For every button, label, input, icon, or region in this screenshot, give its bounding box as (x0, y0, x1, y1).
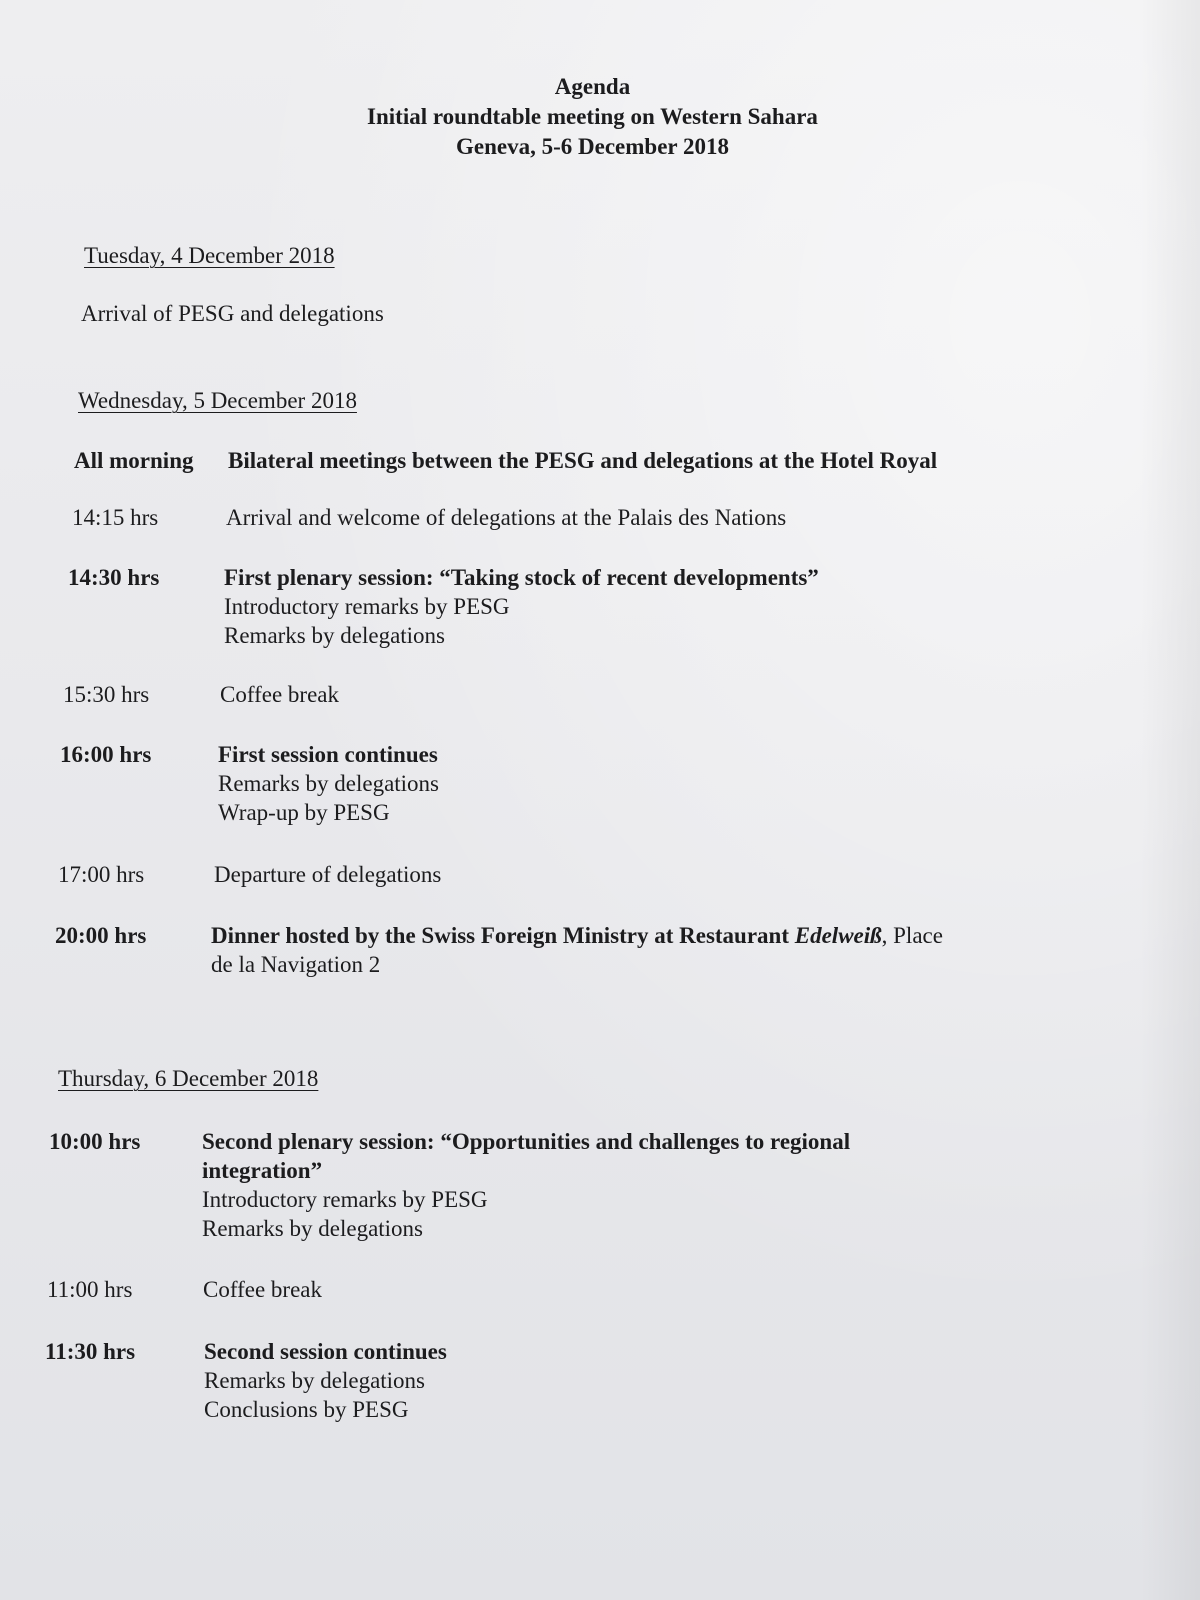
item-description (228, 446, 937, 475)
meeting-location-date: Geneva, 5-6 December 2018 (456, 134, 729, 159)
item-description (202, 1127, 850, 1243)
item-title: Coffee break (220, 682, 339, 707)
day-heading-tuesday: Tuesday, 4 December 2018 (84, 243, 335, 268)
item-description (211, 921, 943, 979)
agenda-title: Agenda (554, 74, 631, 99)
item-subline: Remarks by delegations (218, 771, 440, 796)
item-subline: Remarks by delegations (202, 1216, 424, 1241)
item-title: Coffee break (203, 1277, 322, 1302)
item-time: 11:30 hrs (45, 1339, 136, 1364)
item-time: 16:00 hrs (60, 742, 152, 767)
item-time: 14:15 hrs (72, 505, 159, 530)
item-subline: Wrap-up by PESG (218, 800, 390, 825)
item-description (203, 1275, 322, 1304)
item-title-main: Dinner hosted by the Swiss Foreign Ministry at Restaurant (211, 923, 795, 948)
item-description (224, 563, 819, 650)
item-title: Second session continues (204, 1339, 447, 1364)
day-heading-wednesday: Wednesday, 5 December 2018 (78, 388, 357, 413)
item-title: Second plenary session: “Opportunities and challenges to regional (202, 1129, 851, 1154)
item-description (226, 503, 786, 532)
item-time: 15:30 hrs (63, 682, 150, 707)
item-subline: Remarks by delegations (224, 623, 446, 648)
item-description (214, 860, 441, 889)
item-subline: Introductory remarks by PESG (224, 594, 510, 619)
meeting-title: Initial roundtable meeting on Western Sahara (367, 104, 818, 129)
item-subline: Introductory remarks by PESG (202, 1187, 488, 1212)
item-time: 10:00 hrs (49, 1129, 141, 1154)
item-description (218, 740, 439, 827)
item-time: All morning (74, 448, 194, 473)
item-title: First plenary session: “Taking stock of recent developments” (224, 565, 819, 590)
item-time: 17:00 hrs (58, 862, 145, 887)
item-description (220, 680, 339, 709)
item-subline: Remarks by delegations (204, 1368, 426, 1393)
item-title-continued: integration” (202, 1158, 323, 1183)
item-title: Arrival and welcome of delegations at the Palais des Nations (226, 505, 787, 530)
item-time: 11:00 hrs (47, 1277, 133, 1302)
day-heading-thursday: Thursday, 6 December 2018 (58, 1066, 319, 1091)
item-title: First session continues (218, 742, 438, 767)
agenda-header (0, 72, 1185, 162)
restaurant-name: Edelweiß (794, 923, 882, 948)
item-subline: Conclusions by PESG (204, 1397, 409, 1422)
item-subline: de la Navigation 2 (211, 952, 381, 977)
item-time: 20:00 hrs (55, 923, 147, 948)
item-title-rest: , Place (881, 923, 943, 948)
item-title (211, 921, 943, 950)
item-time: 14:30 hrs (68, 565, 160, 590)
day-note-tuesday: Arrival of PESG and delegations (81, 301, 384, 326)
item-title: Bilateral meetings between the PESG and delegations at the Hotel Royal (228, 448, 938, 473)
item-description (204, 1337, 447, 1424)
item-title: Departure of delegations (214, 862, 442, 887)
